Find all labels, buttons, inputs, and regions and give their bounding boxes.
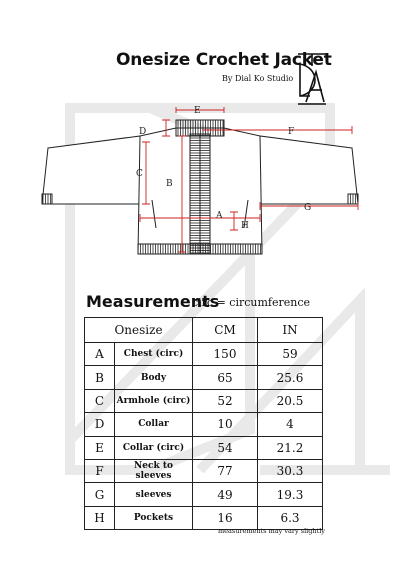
measurements-heading: Measurements [86, 292, 220, 311]
row-letter: D [85, 413, 115, 436]
row-cm: 49 [193, 483, 258, 506]
table-row [85, 389, 323, 412]
row-cm: 150 [193, 343, 258, 366]
table-row [85, 366, 323, 389]
label-f: F [288, 127, 295, 137]
row-in: 20.5 [258, 389, 323, 412]
column-in: IN [258, 318, 323, 343]
row-in: 6.3 [258, 506, 323, 529]
row-name: Collar (circ) [115, 436, 193, 459]
row-name: Armhole (circ) [115, 389, 193, 412]
row-name: Pockets [115, 506, 193, 529]
table-row [85, 343, 323, 366]
row-in: 21.2 [258, 436, 323, 459]
row-name: Neck to sleeves [115, 459, 193, 482]
row-cm: 10 [193, 413, 258, 436]
label-e: E [194, 106, 201, 116]
row-in: 19.3 [258, 483, 323, 506]
row-letter: E [85, 436, 115, 459]
row-cm: 65 [193, 366, 258, 389]
row-cm: 54 [193, 436, 258, 459]
measurements-table [84, 317, 323, 530]
row-letter: H [85, 506, 115, 529]
row-cm: 16 [193, 506, 258, 529]
row-letter: G [85, 483, 115, 506]
page-title: Onesize Crochet Jacket [116, 50, 332, 70]
row-letter: F [85, 459, 115, 482]
footnote: measurements may vary slightly [218, 527, 325, 535]
row-letter: B [85, 366, 115, 389]
table-row [85, 436, 323, 459]
row-in: 4 [258, 413, 323, 436]
row-in: 59 [258, 343, 323, 366]
label-c: C [136, 169, 143, 179]
table-row [85, 483, 323, 506]
label-b: B [166, 179, 173, 189]
measurements-note: circ = circumference [192, 296, 311, 309]
jacket-outline [42, 120, 358, 254]
label-a: A [216, 211, 223, 221]
row-cm: 52 [193, 389, 258, 412]
label-h: H [241, 221, 249, 231]
row-in: 25.6 [258, 366, 323, 389]
row-name: Chest (circ) [115, 343, 193, 366]
column-cm: CM [193, 318, 258, 343]
row-name: Body [115, 366, 193, 389]
row-name: sleeves [115, 483, 193, 506]
jacket-diagram [30, 100, 370, 270]
table-row [85, 459, 323, 482]
row-letter: C [85, 389, 115, 412]
row-letter: A [85, 343, 115, 366]
row-name: Collar [115, 413, 193, 436]
row-cm: 77 [193, 459, 258, 482]
brand-byline: By Dial Ko Studio [222, 74, 294, 83]
label-g: G [304, 203, 312, 213]
label-d: D [139, 127, 147, 137]
brand-logo [296, 50, 328, 106]
row-in: 30.3 [258, 459, 323, 482]
table-row [85, 413, 323, 436]
table-header-row [85, 318, 323, 343]
column-onesize: Onesize [85, 318, 193, 343]
